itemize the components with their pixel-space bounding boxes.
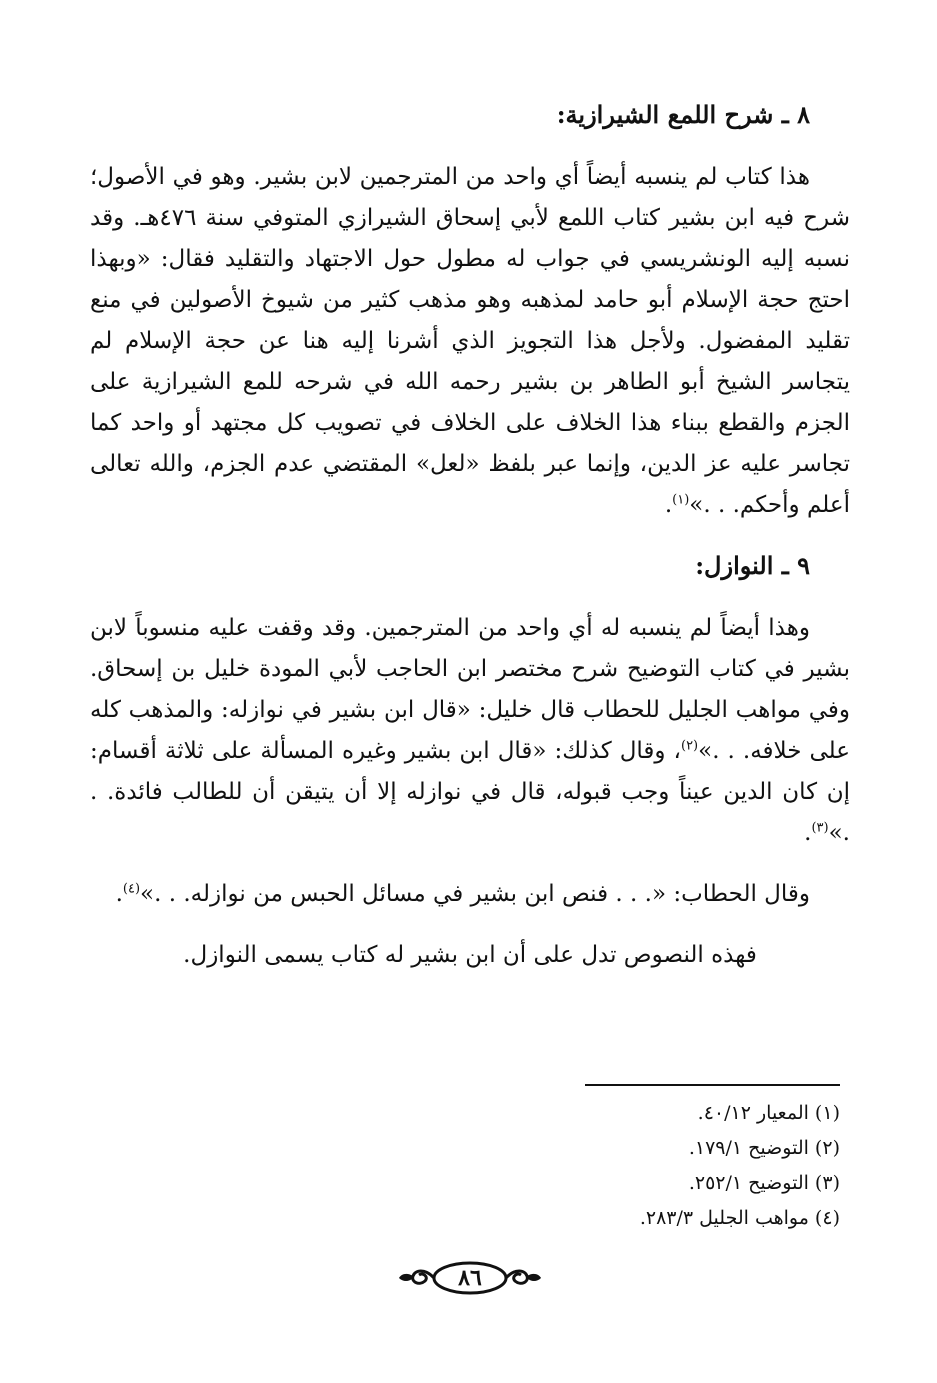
section-9-text-1a: وهذا أيضاً لم ينسبه له أي واحد من المترجمين. وقد وقفت عليه منسوباً لابن بشير في كتاب التوضيح شرح مختصر ابن الحاجب لأبي المودة خليل بن إسحاق. وفي مواهب الجليل للحطاب قال خليل: «قال ابن بشير في نوازله: والمذهب كله على خلافه. . .» bbox=[90, 615, 850, 764]
section-8-text: هذا كتاب لم ينسبه أيضاً أي واحد من المترجمين لابن بشير. وهو في الأصول؛ شرح فيه ابن بشير كتاب اللمع لأبي إسحاق الشيرازي المتوفي سنة ٤٧٦هـ. وقد نسبه إليه الونشريسي في جواب له مطول حول الاجتهاد والتقليد فقال: «وبهذا احتج حجة الإسلام أبو حامد لمذهبه وهو مذهب كثير من شيوخ الأصولين في منع تقليد المفضول. ولأجل هذا التجويز الذي أشرنا إليه هنا عن حجة الإسلام لم يتجاسر الشيخ أبو الطاهر بن بشير رحمه الله في شرحه للمع الشيرازية على الجزم والقطع ببناء هذا الخلاف على الخلاف في تصويب كل مجتهد أو واحد كما تجاسر عليه عز الدين، وإنما عبر بلفظ «لعل» المقتضي عدم الجزم، والله تعالى أعلم وأحكم. . .» bbox=[90, 164, 850, 518]
page-body bbox=[90, 95, 850, 996]
footnote-ref-4: (٤) bbox=[122, 881, 141, 897]
section-9-text-2b: . bbox=[115, 881, 123, 907]
section-9-text-1c: . bbox=[804, 820, 812, 846]
section-8-paragraph: هذا كتاب لم ينسبه أيضاً أي واحد من المترجمين لابن بشير. وهو في الأصول؛ شرح فيه ابن بشير كتاب اللمع لأبي إسحاق الشيرازي المتوفي سنة ٤٧٦هـ. وقد نسبه إليه الونشريسي في جواب له مطول حول الاجتهاد والتقليد فقال: «وبهذا احتج حجة الإسلام أبو حامد لمذهبه وهو مذهب كثير من شيوخ الأصولين في منع تقليد المفضول. ولأجل هذا التجويز الذي أشرنا إليه هنا عن حجة الإسلام لم يتجاسر الشيخ أبو الطاهر بن بشير رحمه الله في شرحه للمع الشيرازية على الجزم والقطع ببناء هذا الخلاف على الخلاف في تصويب كل مجتهد أو واحد كما تجاسر عليه عز الدين، وإنما عبر بلفظ «لعل» المقتضي عدم الجزم، والله تعالى أعلم وأحكم. . .»$^{(١)}$. bbox=[90, 164, 850, 518]
page-number-ornament bbox=[395, 1256, 545, 1300]
footnote-ref-3: (٣) bbox=[811, 820, 829, 836]
section-9-text-1b: ، وقال كذلك: «قال ابن بشير وغيره المسألة على ثلاثة أقسام: إن كان الدين عيناً وجب قبوله، قال في نوازله إلا أن يتيقن أن للطالب فائدة. . .» bbox=[90, 738, 850, 846]
page-number: ٨٦ bbox=[458, 1265, 482, 1291]
section-9-text-2a: وقال الحطاب: «. . . فنص ابن بشير في مسائل الحبس من نوازله. . .» bbox=[140, 881, 810, 907]
footnote-2: (٢) التوضيح ١٧٩/١. bbox=[688, 1137, 840, 1159]
footnote-1: (١) المعيار ٤٠/١٢. bbox=[697, 1102, 840, 1124]
section-9-paragraph-3: فهذه النصوص تدل على أن ابن بشير له كتاب يسمى النوازل. bbox=[183, 942, 757, 968]
footnote-ref-2: (٢) bbox=[680, 738, 699, 754]
footnote-4: (٤) مواهب الجليل ٢٨٣/٣. bbox=[639, 1207, 840, 1229]
footnote-ref-1: (١) bbox=[672, 492, 690, 508]
footnotes bbox=[400, 1096, 840, 1236]
section-9-paragraph-1 bbox=[90, 608, 850, 854]
footnote-3: (٣) التوضيح ٢٥٢/١. bbox=[688, 1172, 840, 1194]
section-9-heading: ٩ ـ النوازل: bbox=[695, 551, 810, 580]
section-8-heading: ٨ ـ شرح اللمع الشيرازية: bbox=[556, 100, 810, 129]
footnote-divider bbox=[585, 1084, 840, 1086]
section-9-paragraph-2 bbox=[90, 874, 850, 915]
